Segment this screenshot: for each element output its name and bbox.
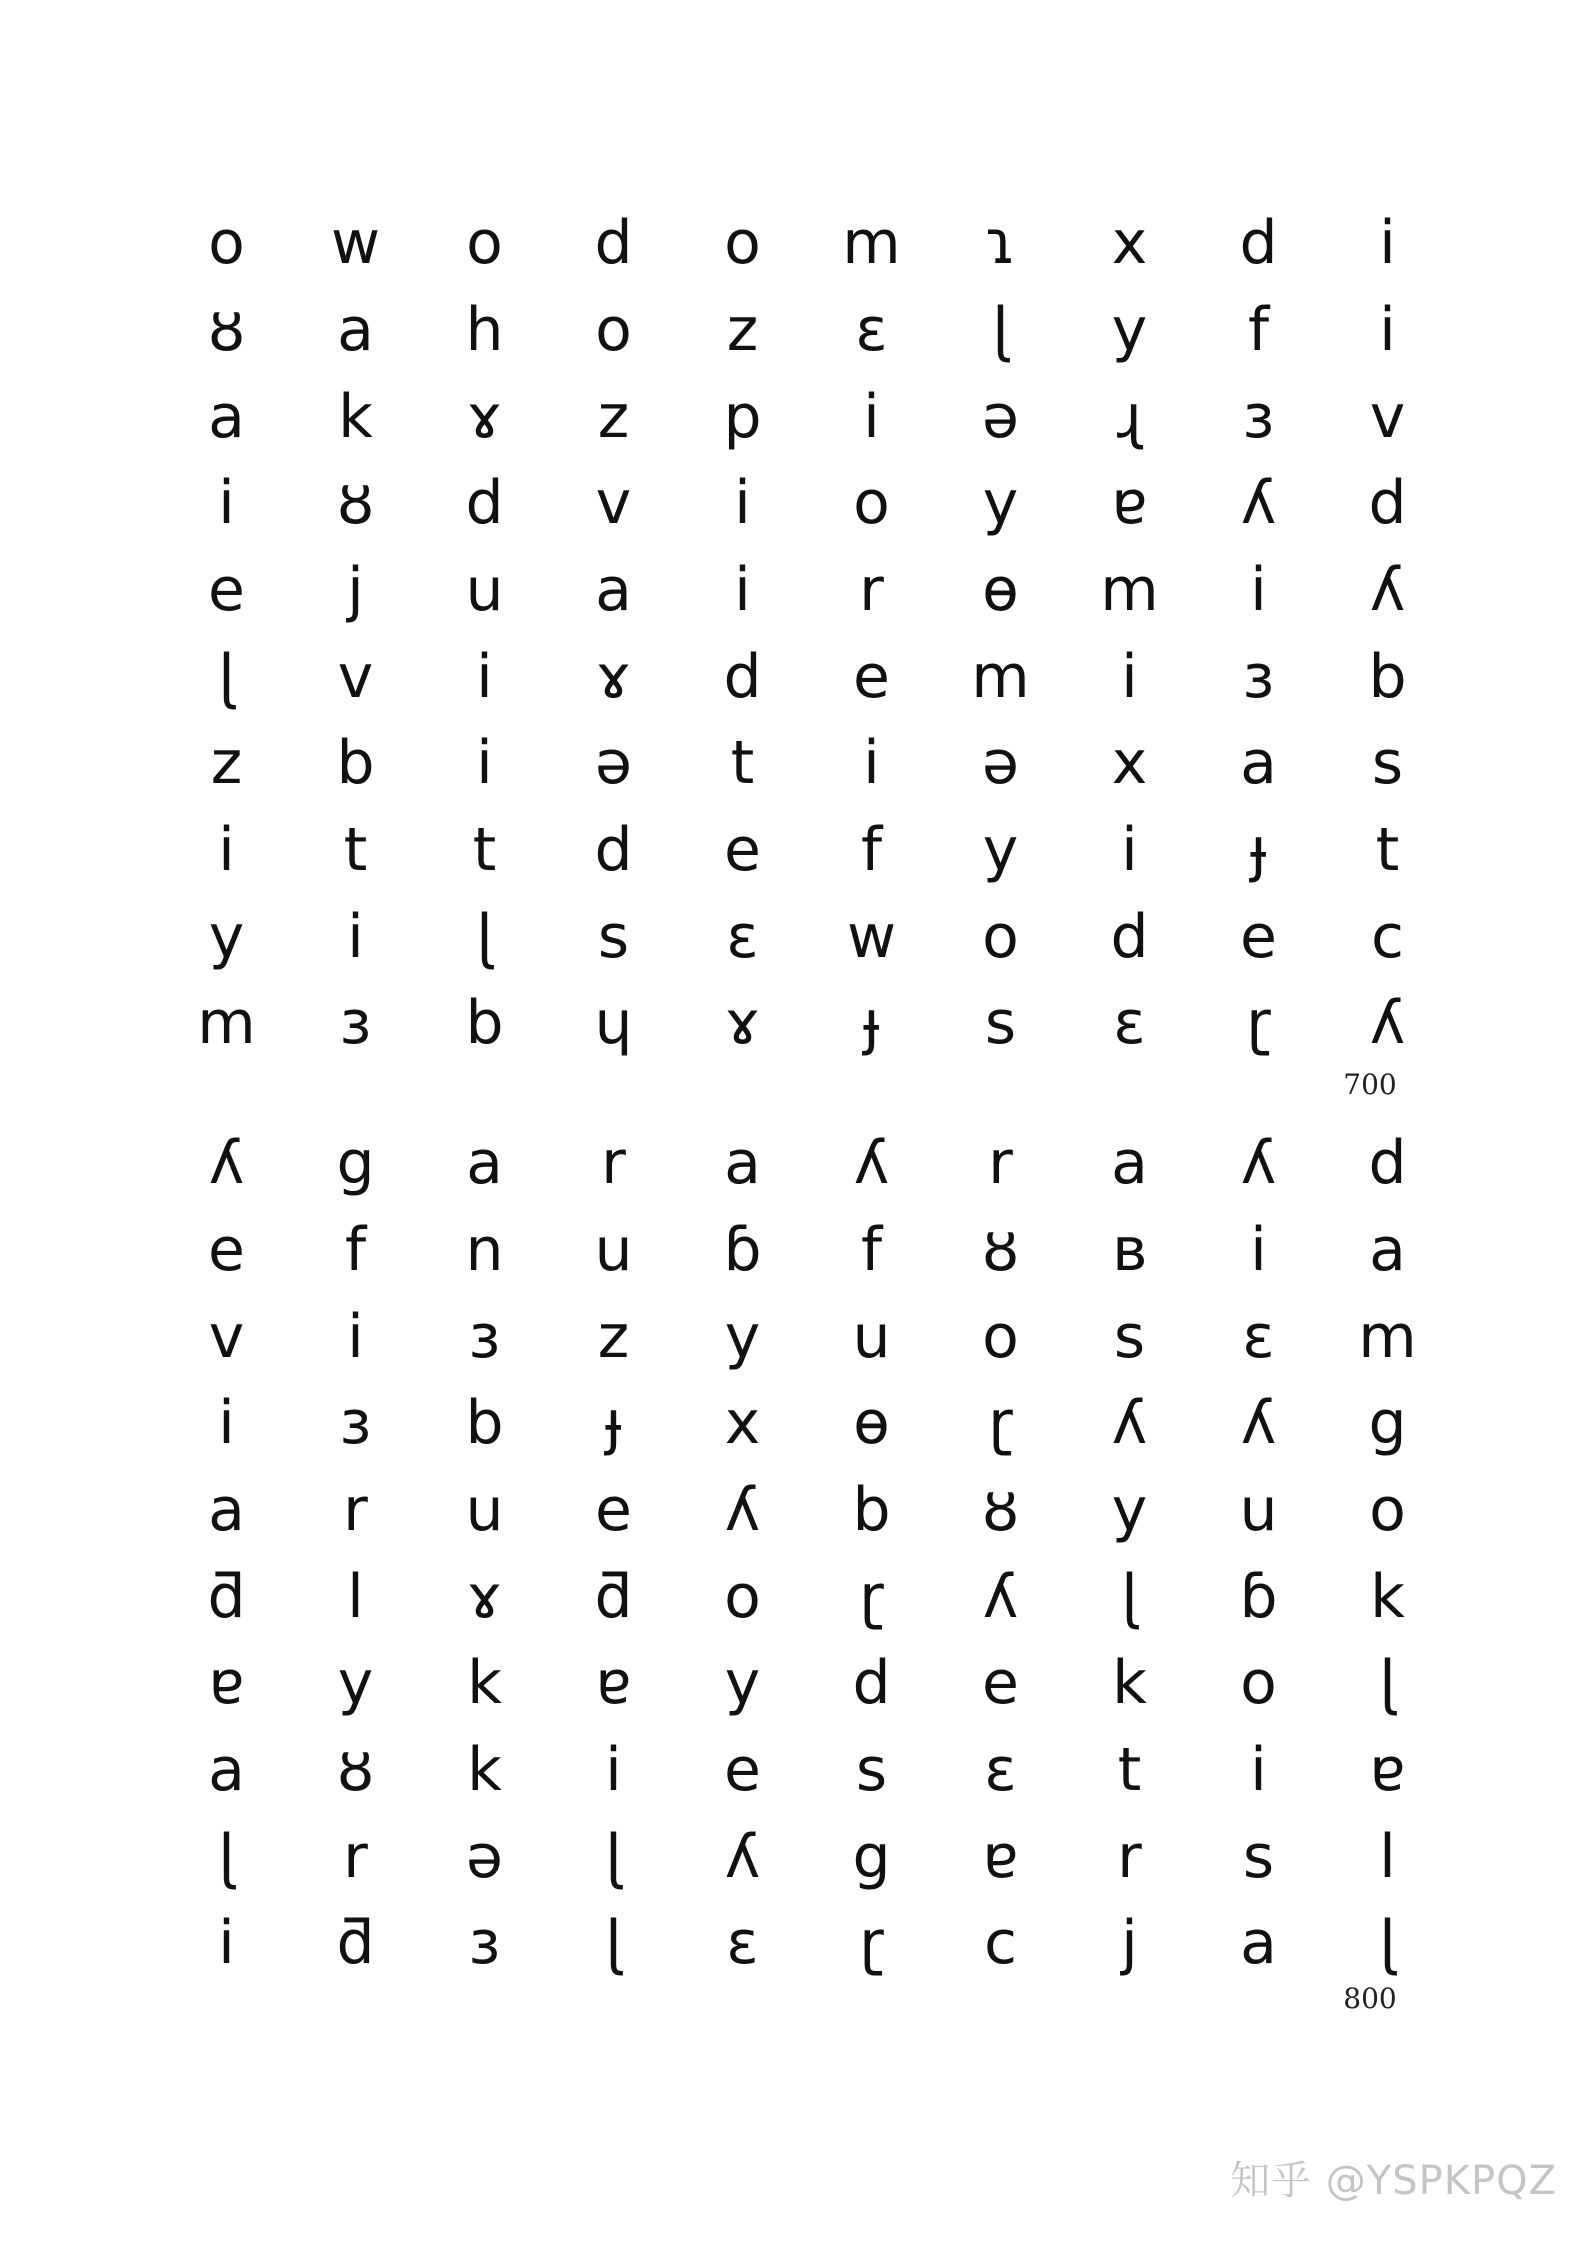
letter-cell: s — [597, 901, 630, 972]
letter-cell: y — [337, 1648, 374, 1719]
letter-cell: d — [594, 814, 633, 885]
letter-cell: ɭ — [1379, 1908, 1396, 1979]
letter-cell: e — [208, 554, 245, 625]
letter-cell: ɛ — [984, 1734, 1017, 1805]
letter-cell: e — [724, 1734, 761, 1805]
letter-cell: ʎ — [1369, 988, 1406, 1059]
letter-cell: ʙ — [1112, 1214, 1147, 1285]
letter-cell: i — [218, 1388, 235, 1459]
letter-cell: j — [1121, 1908, 1138, 1979]
letter-cell: ɛ — [855, 294, 888, 365]
letter-cell: o — [724, 208, 761, 279]
letter-cell: k — [338, 381, 373, 452]
letter-cell: i — [218, 814, 235, 885]
letter-cell: u — [465, 554, 504, 625]
letter-cell: y — [724, 1301, 761, 1372]
letter-cell: n — [465, 1214, 504, 1285]
letter-cell: ɜ — [1242, 381, 1275, 452]
letter-cell: h — [465, 294, 504, 365]
letter-cell: c — [1371, 901, 1404, 972]
letter-cell: z — [597, 1301, 630, 1372]
letter-cell: ɿ — [984, 208, 1017, 279]
letter-cell: m — [842, 208, 901, 279]
letter-cell: i — [1121, 641, 1138, 712]
letter-cell: k — [1112, 1648, 1147, 1719]
letter-cell: i — [218, 468, 235, 539]
count-label-block-1: 700 — [1343, 1068, 1397, 1101]
letter-cell: c — [984, 1908, 1017, 1979]
letter-cell: o — [1369, 1474, 1406, 1545]
letter-cell: y — [982, 468, 1019, 539]
letter-cell: m — [1358, 1301, 1417, 1372]
letter-cell: o — [982, 1301, 1019, 1372]
letter-cell: ɭ — [476, 901, 493, 972]
letter-cell: s — [1242, 1821, 1275, 1892]
letter-cell: i — [863, 381, 880, 452]
letter-cell: ɜ — [468, 1908, 501, 1979]
letter-cell: ɤ — [466, 381, 503, 452]
letter-cell: ɭ — [605, 1821, 622, 1892]
letter-cell: ə — [595, 728, 632, 799]
letter-cell: ʎ — [1240, 1128, 1277, 1199]
letter-cell: ɛ — [726, 1908, 759, 1979]
letter-cell: d — [1110, 901, 1149, 972]
letter-cell: t — [1117, 1734, 1142, 1805]
letter-cell: i — [1250, 554, 1267, 625]
letter-cell: a — [466, 1128, 503, 1199]
letter-cell: ʎ — [724, 1474, 761, 1545]
letter-cell: i — [1379, 208, 1396, 279]
letter-cell: o — [982, 901, 1019, 972]
letter-cell: ƌ — [207, 1561, 246, 1632]
letter-cell: u — [1239, 1474, 1278, 1545]
letter-cell: ɽ — [1246, 988, 1271, 1059]
letter-cell: ɛ — [1113, 988, 1146, 1059]
letter-cell: ɵ — [853, 1388, 890, 1459]
letter-cell: i — [734, 468, 751, 539]
letter-cell: e — [1240, 901, 1277, 972]
letter-cell: g — [336, 1128, 375, 1199]
letter-cell: i — [863, 728, 880, 799]
letter-cell: ɤ — [466, 1561, 503, 1632]
letter-cell: y — [1111, 294, 1148, 365]
letter-cell: o — [724, 1561, 761, 1632]
letter-cell: ɥ — [594, 988, 633, 1059]
letter-cell: v — [337, 641, 374, 712]
letter-cell: e — [595, 1474, 632, 1545]
letter-cell: o — [208, 208, 245, 279]
letter-cell: f — [860, 1214, 883, 1285]
letter-cell: ʎ — [1240, 468, 1277, 539]
letter-cell: e — [982, 1648, 1019, 1719]
letter-cell: j — [347, 554, 364, 625]
letter-cell: r — [1117, 1821, 1142, 1892]
letter-cell: g — [1368, 1388, 1407, 1459]
letter-cell: r — [343, 1821, 368, 1892]
letter-cell: i — [1379, 294, 1396, 365]
letter-cell: d — [465, 468, 504, 539]
letter-cell: i — [476, 641, 493, 712]
letter-cell: ɻ — [1117, 381, 1142, 452]
letter-cell: r — [601, 1128, 626, 1199]
letter-cell: m — [197, 988, 256, 1059]
letter-cell: e — [853, 641, 890, 712]
letter-cell: ɐ — [982, 1821, 1019, 1892]
letter-cell: o — [595, 294, 632, 365]
letter-cell: ɽ — [988, 1388, 1013, 1459]
letter-cell: ɐ — [595, 1648, 632, 1719]
letter-cell: ɜ — [339, 1388, 372, 1459]
letter-cell: ɓ — [1239, 1561, 1278, 1632]
letter-cell: u — [465, 1474, 504, 1545]
letter-cell: s — [1371, 728, 1404, 799]
letter-cell: ɐ — [208, 1648, 245, 1719]
letter-cell: g — [852, 1821, 891, 1892]
letter-cell: ɟ — [605, 1388, 622, 1459]
letter-cell: v — [595, 468, 632, 539]
letter-cell: s — [984, 988, 1017, 1059]
letter-cell: ɜ — [1242, 641, 1275, 712]
letter-cell: ɟ — [1250, 814, 1267, 885]
letter-cell: x — [1111, 728, 1148, 799]
letter-grid-block-1 — [162, 200, 1452, 1067]
letter-cell: ɓ — [723, 1214, 762, 1285]
letter-cell: z — [597, 381, 630, 452]
letter-cell: i — [1250, 1734, 1267, 1805]
letter-cell: t — [343, 814, 368, 885]
watermark: 知乎 @YSPKPQZ — [1230, 2158, 1557, 2204]
letter-cell: b — [465, 988, 504, 1059]
letter-cell: d — [1368, 1128, 1407, 1199]
letter-cell: a — [1240, 728, 1277, 799]
letter-cell: ȣ — [337, 1734, 374, 1805]
letter-cell: k — [1370, 1561, 1405, 1632]
letter-cell: i — [476, 728, 493, 799]
letter-cell: b — [336, 728, 375, 799]
letter-cell: y — [724, 1648, 761, 1719]
letter-cell: ɜ — [468, 1301, 501, 1372]
letter-cell: ɭ — [1379, 1648, 1396, 1719]
letter-cell: z — [210, 728, 243, 799]
letter-cell: u — [594, 1214, 633, 1285]
letter-cell: f — [344, 1214, 367, 1285]
letter-cell: t — [730, 728, 755, 799]
letter-cell: ə — [982, 381, 1019, 452]
letter-cell: d — [594, 208, 633, 279]
letter-cell: ʎ — [982, 1561, 1019, 1632]
letter-cell: i — [347, 1301, 364, 1372]
letter-cell: z — [726, 294, 759, 365]
letter-cell: ɵ — [982, 554, 1019, 625]
letter-cell: v — [1369, 381, 1406, 452]
letter-cell: u — [852, 1301, 891, 1372]
letter-cell: ɭ — [218, 641, 235, 712]
letter-cell: x — [1111, 208, 1148, 279]
letter-cell: o — [466, 208, 503, 279]
letter-cell: ɭ — [992, 294, 1009, 365]
letter-cell: ʎ — [1111, 1388, 1148, 1459]
letter-cell: y — [982, 814, 1019, 885]
letter-cell: w — [846, 901, 897, 972]
letter-cell: ʎ — [853, 1128, 890, 1199]
letter-cell: ʎ — [1240, 1388, 1277, 1459]
letter-cell: y — [208, 901, 245, 972]
letter-cell: t — [472, 814, 497, 885]
letter-cell: s — [855, 1734, 888, 1805]
letter-cell: k — [467, 1648, 502, 1719]
letter-cell: a — [595, 554, 632, 625]
letter-cell: a — [208, 1474, 245, 1545]
letter-cell: i — [218, 1908, 235, 1979]
letter-cell: e — [724, 814, 761, 885]
letter-cell: ʎ — [1369, 554, 1406, 625]
letter-cell: ȣ — [208, 294, 245, 365]
letter-grid-block-2 — [162, 1120, 1452, 1987]
letter-cell: d — [1368, 468, 1407, 539]
letter-cell: ə — [466, 1821, 503, 1892]
letter-cell: f — [1247, 294, 1270, 365]
letter-cell: ƌ — [594, 1561, 633, 1632]
letter-cell: k — [467, 1734, 502, 1805]
letter-cell: ʎ — [724, 1821, 761, 1892]
letter-cell: r — [859, 554, 884, 625]
letter-cell: b — [465, 1388, 504, 1459]
letter-cell: i — [734, 554, 751, 625]
letter-cell: l — [347, 1561, 364, 1632]
letter-cell: d — [852, 1648, 891, 1719]
letter-cell: l — [1379, 1821, 1396, 1892]
letter-cell: i — [347, 901, 364, 972]
letter-cell: ə — [982, 728, 1019, 799]
letter-cell: o — [853, 468, 890, 539]
letter-cell: ɭ — [605, 1908, 622, 1979]
letter-cell: ɽ — [859, 1908, 884, 1979]
letter-cell: ɐ — [1369, 1734, 1406, 1805]
letter-cell: d — [1239, 208, 1278, 279]
count-label-block-2: 800 — [1343, 1982, 1397, 2015]
letter-cell: a — [1240, 1908, 1277, 1979]
letter-cell: e — [208, 1214, 245, 1285]
letter-cell: a — [208, 1734, 245, 1805]
letter-cell: ɭ — [218, 1821, 235, 1892]
letter-cell: b — [852, 1474, 891, 1545]
letter-cell: i — [605, 1734, 622, 1805]
letter-cell: y — [1111, 1474, 1148, 1545]
letter-cell: ȣ — [982, 1474, 1019, 1545]
letter-cell: ɤ — [595, 641, 632, 712]
letter-cell: ȣ — [982, 1214, 1019, 1285]
letter-cell: p — [723, 381, 762, 452]
letter-cell: o — [1240, 1648, 1277, 1719]
letter-cell: f — [860, 814, 883, 885]
letter-cell: a — [208, 381, 245, 452]
letter-cell: ɭ — [1121, 1561, 1138, 1632]
letter-cell: m — [971, 641, 1030, 712]
letter-cell: a — [1369, 1214, 1406, 1285]
letter-cell: m — [1100, 554, 1159, 625]
letter-cell: b — [1368, 641, 1407, 712]
letter-cell: i — [1250, 1214, 1267, 1285]
letter-cell: ɟ — [863, 988, 880, 1059]
letter-cell: w — [330, 208, 381, 279]
letter-cell: s — [1113, 1301, 1146, 1372]
letter-cell: ƌ — [336, 1908, 375, 1979]
letter-cell: v — [208, 1301, 245, 1372]
letter-cell: ɤ — [724, 988, 761, 1059]
letter-cell: a — [724, 1128, 761, 1199]
letter-cell: ɽ — [859, 1561, 884, 1632]
letter-cell: t — [1375, 814, 1400, 885]
letter-cell: x — [724, 1388, 761, 1459]
letter-cell: a — [1111, 1128, 1148, 1199]
letter-cell: ɜ — [339, 988, 372, 1059]
letter-cell: i — [1121, 814, 1138, 885]
letter-cell: a — [337, 294, 374, 365]
letter-cell: ʎ — [208, 1128, 245, 1199]
letter-cell: ɐ — [1111, 468, 1148, 539]
letter-cell: r — [988, 1128, 1013, 1199]
letter-cell: ȣ — [337, 468, 374, 539]
letter-cell: ɛ — [726, 901, 759, 972]
letter-cell: ɛ — [1242, 1301, 1275, 1372]
letter-cell: d — [723, 641, 762, 712]
letter-cell: r — [343, 1474, 368, 1545]
